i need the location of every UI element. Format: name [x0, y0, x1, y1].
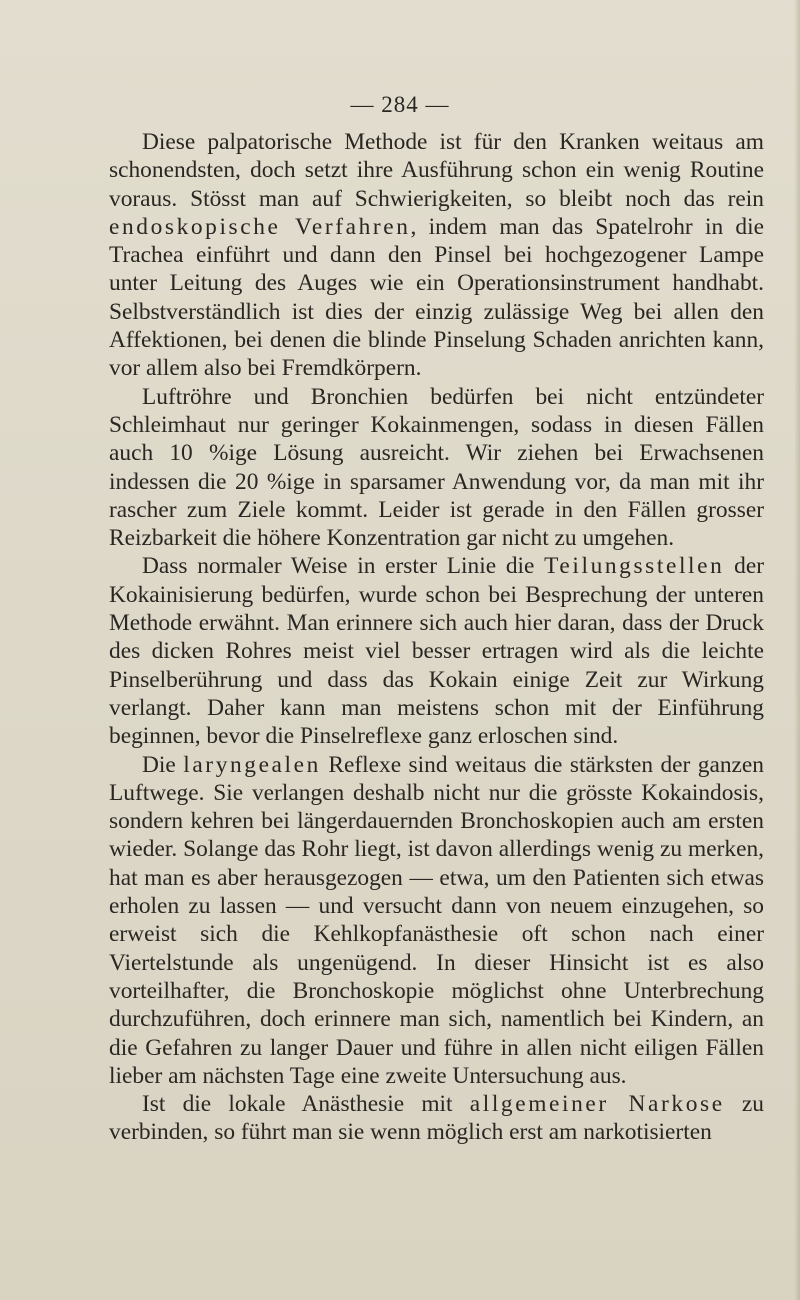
emphasized-term: Teilungsstellen [544, 553, 725, 580]
paragraph-p2 [109, 383, 764, 553]
paragraph-p4 [109, 751, 764, 1091]
text-segment: Die [142, 751, 184, 778]
text-segment: zu verbinden, so führt man sie wenn möglich erst am narkotisierten [109, 1091, 764, 1146]
text-segment: Diese palpatorische Methode ist für den Kranken weitaus am schonendsten, doch setzt ihre Ausführung schon ein wenig Routine voraus. Stösst man auf Schwierigkeiten, so bleibt noch das rein [109, 129, 764, 212]
text-segment: Reflexe sind weitaus die stärksten der ganzen Luftwege. Sie verlangen deshalb nicht nur die grösste Kokaindosis, sondern kehren bei längerdauernden Bronchoskopien auch am ersten wieder. Solange das Rohr liegt, ist davon allerdings wenig zu merken, hat man es aber herausgezogen — etwa, um den Patienten sich etwas erholen zu lassen — und versucht dann von neuem einzugehen, so erweist sich die Kehlkopfanästhesie oft schon nach einer Viertelstunde als ungenügend. In dieser Hinsicht ist es also vorteilhafter, die Bronchoskopie möglichst ohne Unterbrechung durchzuführen, doch erinnere man sich, namentlich bei Kindern, an die Gefahren zu langer Dauer und führe in allen nicht eiligen Fällen lieber am nächsten Tage eine zweite Untersuchung aus. [109, 751, 764, 1089]
emphasized-term: endoskopische Verfahren [109, 213, 411, 240]
text-segment: Dass normaler Weise in erster Linie die [142, 553, 545, 580]
page-number: — 284 — [350, 92, 450, 117]
emphasized-term: laryngealen [183, 751, 321, 778]
paragraph-p5 [109, 1090, 764, 1147]
emphasized-term: allgemeiner Narkose [469, 1091, 725, 1118]
page-edge-shadow [794, 0, 800, 1300]
paragraph-p1 [109, 128, 764, 383]
text-segment: Luftröhre und Bronchien bedürfen bei nicht entzündeter Schleimhaut nur geringer Kokainmengen, sodass in diesen Fällen auch 10 %ige Lösung ausreicht. Wir ziehen bei Erwachsenen indessen die 20 %ige in sparsamer Anwendung vor, da man mit ihr rascher zum Ziele kommt. Leider ist gerade in den Fällen grosser Reizbarkeit die höhere Konzentration gar nicht zu umgehen. [109, 383, 764, 552]
body-text [109, 128, 764, 1147]
text-segment: Ist die lokale Anästhesie mit [142, 1091, 470, 1118]
text-segment: der Kokainisierung bedürfen, wurde schon bei Besprechung der unteren Methode erwähnt. Man erinnere sich auch hier daran, dass der Druck des dicken Rohres meist viel besser ertragen wird als die leichte Pinselberührung und dass das Kokain einige Zeit zur Wirkung verlangt. Daher kann man meistens schon mit der Einführung beginnen, bevor die Pinselreflexe ganz erloschen sind. [109, 553, 765, 750]
text-segment: , indem man das Spatelrohr in die Trachea einführt und dann den Pinsel bei hochgezogener Lampe unter Leitung des Auges wie ein Operationsinstrument handhabt. Selbstverständlich ist dies der einzig zulässige Weg bei allen den Affektionen, bei denen die blinde Pinselung Schaden anrichten kann, vor allem also bei Fremdkörpern. [109, 213, 764, 382]
paragraph-p3 [109, 552, 764, 750]
